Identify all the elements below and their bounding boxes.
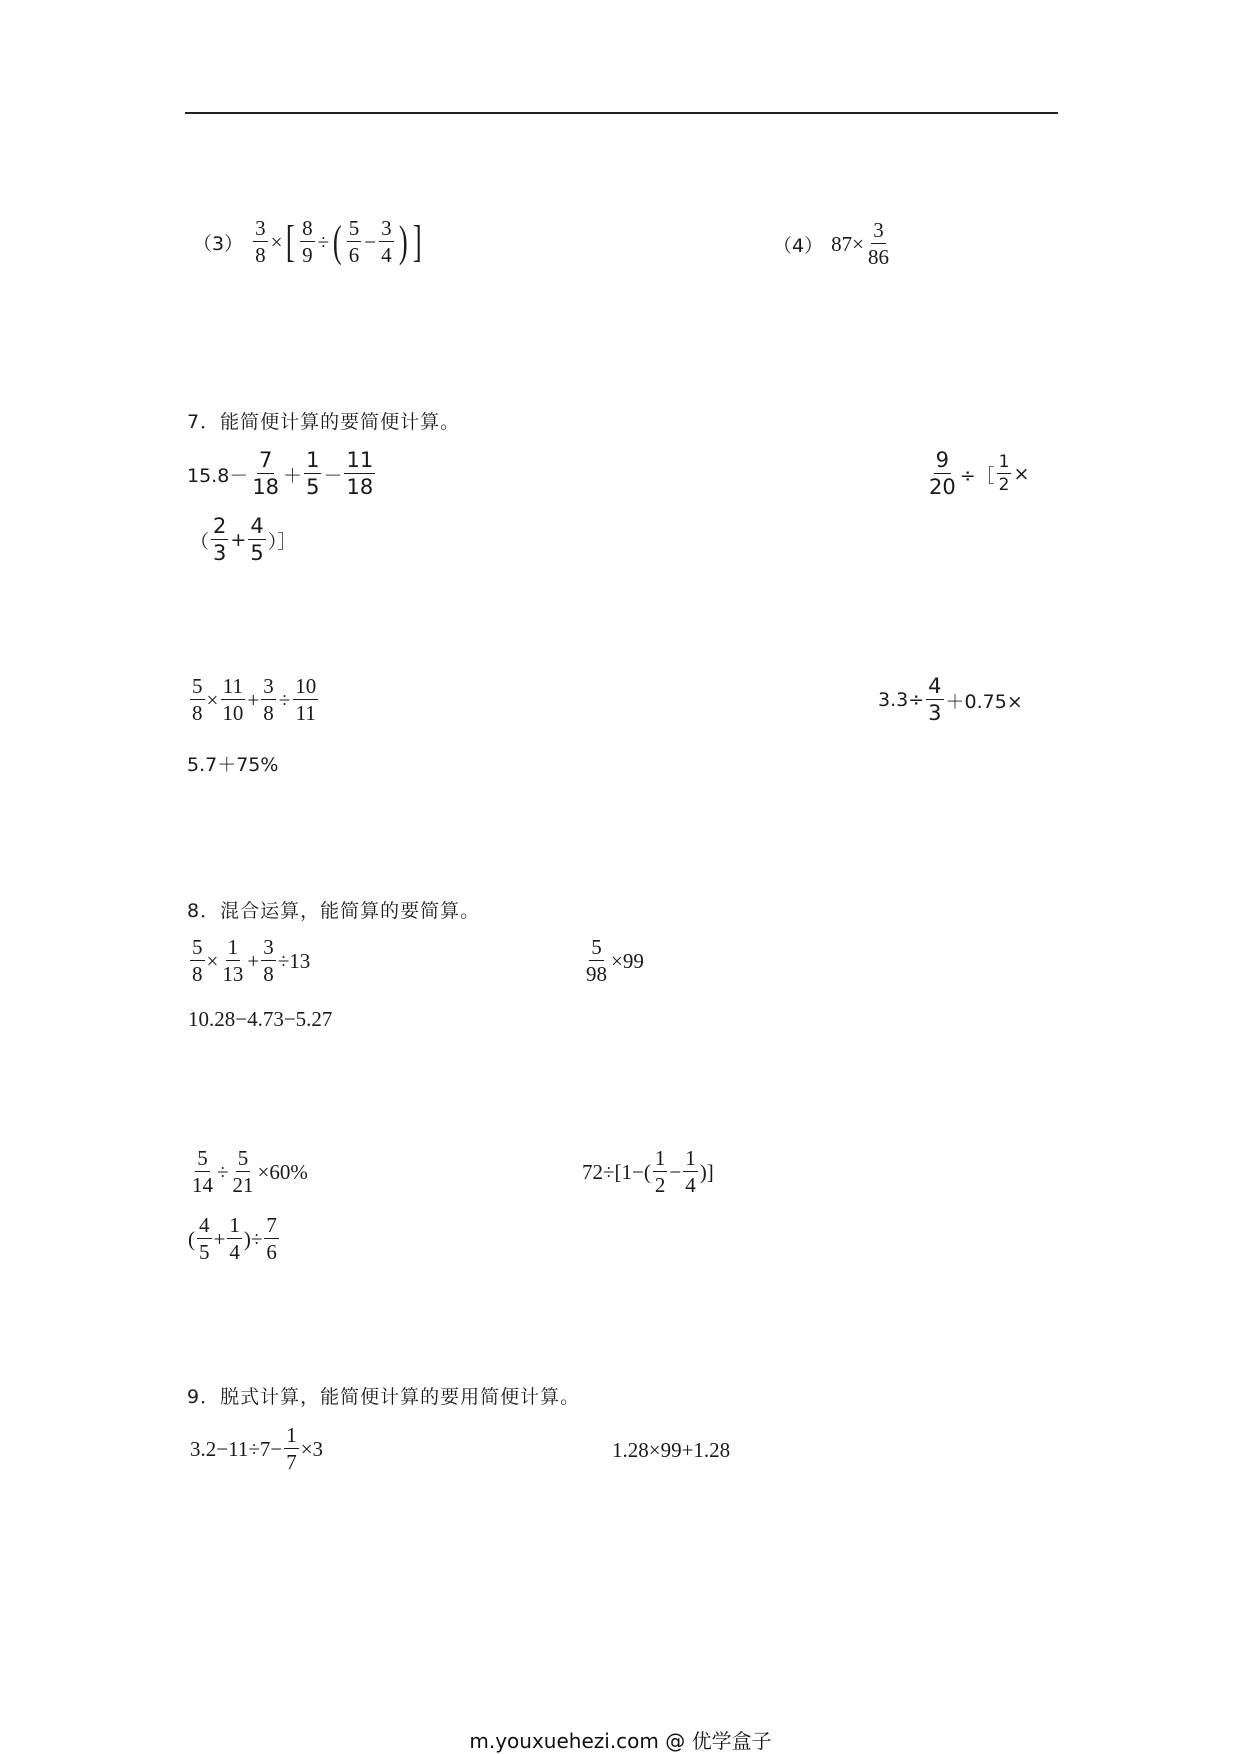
fraction: $\frac{5}{14}$ bbox=[192, 1146, 213, 1197]
fraction: $\frac{2}{3}$ bbox=[213, 514, 227, 565]
fraction: $\frac{11}{18}$ bbox=[346, 448, 374, 499]
fraction: $\frac{4}{5}$ bbox=[199, 1213, 210, 1264]
fraction: $\frac{10}{11}$ bbox=[295, 674, 317, 725]
fraction: $\frac{7}{6}$ bbox=[266, 1213, 277, 1264]
fraction: $\frac{8}{9}$ bbox=[302, 216, 313, 267]
q9-expr-1: 3.2−11÷7− $\frac{1}{7}$ ×3 bbox=[190, 1423, 324, 1474]
part-label: （4） bbox=[773, 234, 824, 257]
fraction: $\frac{3}{86}$ bbox=[867, 218, 889, 269]
q8-heading: 8．混合运算，能简算的要简算。 bbox=[187, 900, 481, 922]
fraction: $\frac{1}{2}$ bbox=[998, 452, 1010, 495]
footer-watermark: m.youxuehezi.com @ 优学盒子 bbox=[469, 1729, 772, 1753]
q7-expr-2: $\frac{9}{20}$ ÷［ $\frac{1}{2}$ × bbox=[929, 448, 1030, 499]
fraction: $\frac{5}{98}$ bbox=[586, 935, 607, 986]
part-label: （3） bbox=[193, 232, 244, 255]
q7-expr-1: 15.8－ $\frac{7}{18}$ ＋ $\frac{1}{5}$ － $\frac{11}{18}$ bbox=[187, 448, 374, 499]
fraction: $\frac{4}{3}$ bbox=[928, 674, 942, 725]
q8-expr-6: ( $\frac{4}{5}$ + $\frac{1}{4}$ )÷ $\frac{7}{6}$ bbox=[188, 1213, 277, 1264]
q7-expr-3: $\frac{5}{8}$ × $\frac{11}{10}$ + $\frac{3}{8}$ ÷ $\frac{10}{11}$ bbox=[192, 674, 317, 725]
fraction: $\frac{3}{8}$ bbox=[263, 935, 274, 986]
fraction: $\frac{1}{5}$ bbox=[306, 448, 320, 499]
fraction: $\frac{4}{5}$ bbox=[250, 514, 264, 565]
fraction: $\frac{1}{2}$ bbox=[654, 1146, 666, 1197]
q9-expr-2: 1.28×99+1.28 bbox=[612, 1438, 731, 1462]
q8-expr-1: $\frac{5}{8}$ × $\frac{1}{13}$ + $\frac{3}{8}$ ÷13 bbox=[192, 935, 311, 986]
q6-part-4: （4） 87× $\frac{3}{86}$ bbox=[773, 218, 889, 269]
fraction: $\frac{1}{13}$ bbox=[222, 935, 244, 986]
q7-heading: 7．能简便计算的要简便计算。 bbox=[187, 411, 461, 433]
fraction: $\frac{3}{4}$ bbox=[381, 216, 392, 267]
fraction: $\frac{5}{6}$ bbox=[348, 216, 360, 267]
fraction: $\frac{7}{18}$ bbox=[252, 448, 280, 499]
q7-expr-2-continued: （ $\frac{2}{3}$ + $\frac{4}{5}$ ）］ bbox=[190, 514, 297, 565]
q8-expr-5: 72÷[1−( $\frac{1}{2}$ − $\frac{1}{4}$ )] bbox=[582, 1146, 714, 1197]
q8-expr-2: $\frac{5}{98}$ ×99 bbox=[586, 935, 644, 986]
q8-expr-3: 10.28−4.73−5.27 bbox=[188, 1007, 333, 1031]
q6-part-3: （3） $\frac{3}{8}$ × [ $\frac{8}{9}$ ÷ ( $\frac{5}{6}$ − $\frac{3}{4}$ ) ] bbox=[193, 216, 423, 267]
q8-expr-4: $\frac{5}{14}$ ÷ $\frac{5}{21}$ ×60% bbox=[192, 1146, 308, 1197]
fraction: $\frac{3}{8}$ bbox=[255, 216, 266, 267]
fraction: $\frac{1}{7}$ bbox=[286, 1423, 297, 1474]
fraction: $\frac{3}{8}$ bbox=[263, 674, 274, 725]
fraction: $\frac{5}{8}$ bbox=[192, 674, 203, 725]
fraction: $\frac{11}{10}$ bbox=[222, 674, 244, 725]
fraction: $\frac{5}{21}$ bbox=[232, 1146, 254, 1197]
q7-expr-4-continued: 5.7＋75% bbox=[187, 754, 279, 776]
header-rule bbox=[185, 112, 1058, 114]
fraction: $\frac{9}{20}$ bbox=[929, 448, 956, 499]
fraction: $\frac{1}{4}$ bbox=[685, 1146, 696, 1197]
fraction: $\frac{1}{4}$ bbox=[229, 1213, 240, 1264]
fraction: $\frac{5}{8}$ bbox=[192, 935, 203, 986]
q9-heading: 9．脱式计算，能简便计算的要用简便计算。 bbox=[187, 1386, 581, 1408]
q7-expr-4: 3.3÷ $\frac{4}{3}$ ＋0.75× bbox=[878, 674, 1023, 725]
